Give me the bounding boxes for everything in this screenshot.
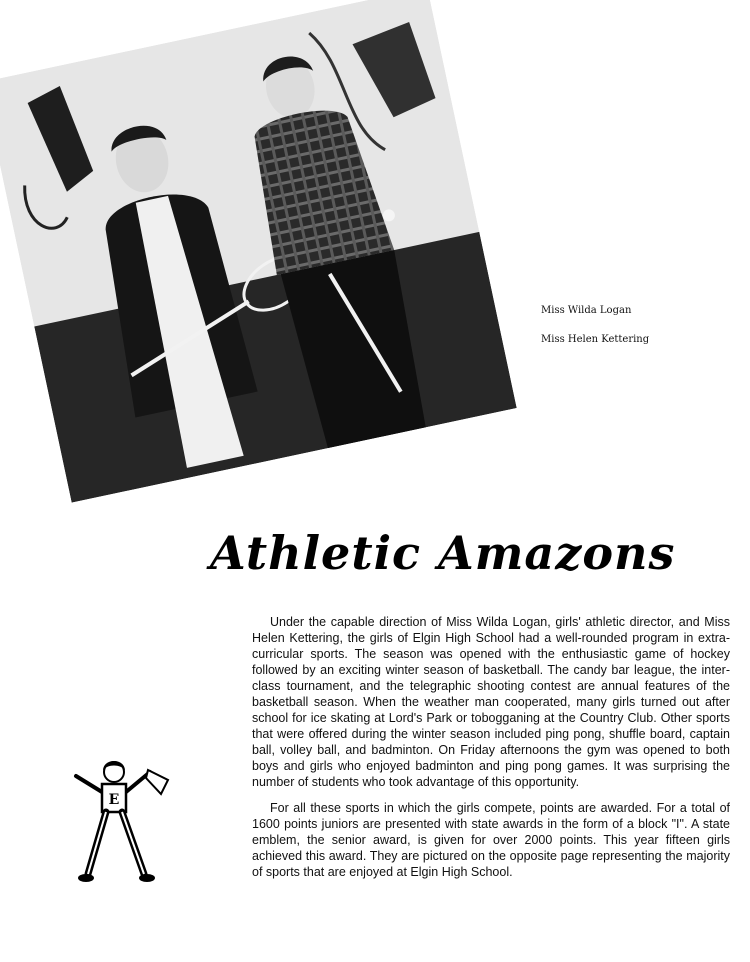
page-title: Athletic Amazons — [210, 526, 676, 580]
cheerleader-illustration — [68, 750, 180, 890]
photo-coaches — [0, 0, 517, 503]
paragraph: Under the capable direction of Miss Wilda Logan, girls' athletic director, and Miss Helen Kettering, the girls of Elgin High School had a well-rounded program in extra-curricular sports. The season was opened with the enthusiastic game of hockey followed by an exciting winter season of basketball. The candy bar league, the inter-class tournament, and the telegraphic shooting contest are annual features of the basketball season. When the weather man cooperated, many girls turned out after school for ice skating at Lord's Park or tobogganing at the Country Club. Other sports that were offered during the winter season included ping pong, shuffle board, captain ball, volley ball, and badminton. On Friday afternoons the gym was opened to both boys and girls who enjoyed badminton and ping pong games. It was surprising the number of students who took advantage of this opportunity. — [252, 615, 730, 789]
caption-helen-kettering: Miss Helen Kettering — [541, 334, 650, 345]
sweater-letter: E — [108, 792, 120, 808]
caption-wilda-logan: Miss Wilda Logan — [541, 305, 632, 316]
paragraph: For all these sports in which the girls compete, points are awarded. For a total of 1600 points juniors are presented with state awards in the form of a block "I". A state emblem, the senior award, is given for over 2000 points. This year fifteen girls achieved this award. They are pictured on the opposite page representing the majority of sports that are enjoyed at Elgin High School. — [252, 801, 730, 879]
article-body — [252, 614, 730, 890]
